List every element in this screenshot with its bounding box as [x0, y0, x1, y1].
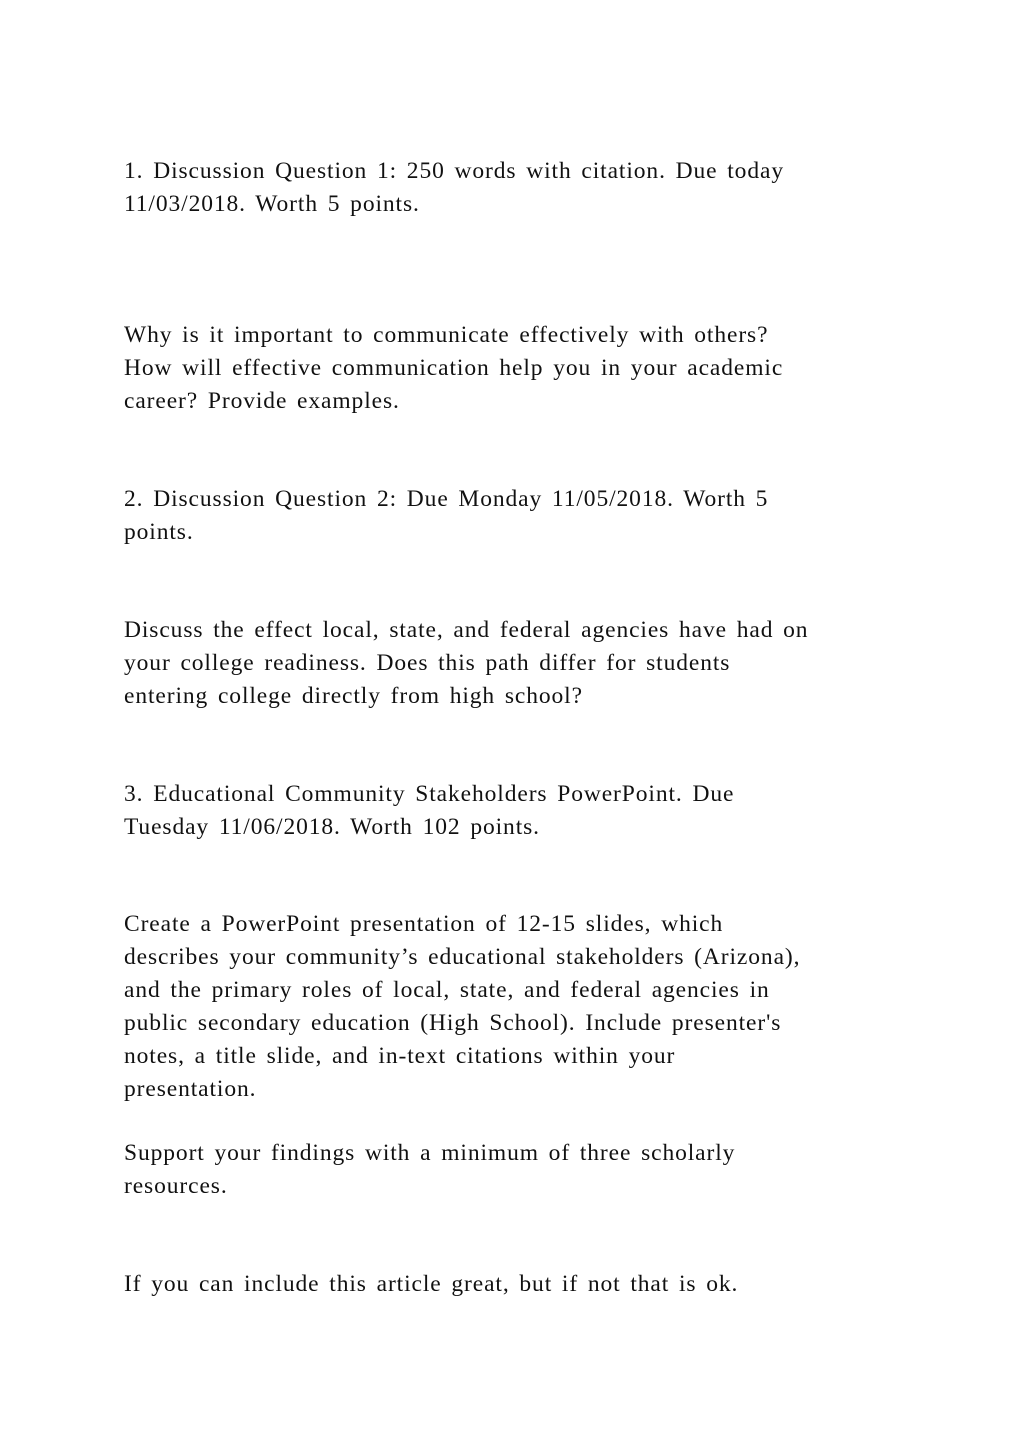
text-line: public secondary education (High School). Include presenter's — [124, 1010, 782, 1036]
text-line: 3. Educational Community Stakeholders PowerPoint. Due — [124, 781, 735, 807]
question-3-support — [124, 1137, 904, 1203]
question-1-prompt — [124, 319, 904, 418]
text-line: presentation. — [124, 1076, 257, 1102]
question-2-prompt — [124, 614, 904, 713]
question-3-prompt — [124, 908, 904, 1106]
text-line: How will effective communication help you in your academic — [124, 355, 784, 381]
question-3-heading — [124, 778, 904, 844]
text-line: Tuesday 11/06/2018. Worth 102 points. — [124, 814, 540, 840]
text-line: describes your community’s educational stakeholders (Arizona), — [124, 944, 801, 970]
question-2-heading — [124, 483, 904, 549]
closing-note — [124, 1268, 904, 1301]
text-line: notes, a title slide, and in-text citations within your — [124, 1043, 676, 1069]
text-line: points. — [124, 519, 194, 545]
text-line: Create a PowerPoint presentation of 12-15 slides, which — [124, 911, 724, 937]
text-line: Discuss the effect local, state, and federal agencies have had on — [124, 617, 809, 643]
text-line: If you can include this article great, but if not that is ok. — [124, 1271, 739, 1297]
question-1-heading — [124, 155, 904, 221]
text-line: entering college directly from high school? — [124, 683, 583, 709]
text-line: resources. — [124, 1173, 228, 1199]
text-line: your college readiness. Does this path differ for students — [124, 650, 731, 676]
text-line: Why is it important to communicate effectively with others? — [124, 322, 769, 348]
text-line: 11/03/2018. Worth 5 points. — [124, 191, 420, 217]
text-line: 2. Discussion Question 2: Due Monday 11/05/2018. Worth 5 — [124, 486, 769, 512]
text-line: career? Provide examples. — [124, 388, 400, 414]
text-line: 1. Discussion Question 1: 250 words with citation. Due today — [124, 158, 784, 184]
text-line: and the primary roles of local, state, and federal agencies in — [124, 977, 770, 1003]
text-line: Support your findings with a minimum of three scholarly — [124, 1140, 736, 1166]
